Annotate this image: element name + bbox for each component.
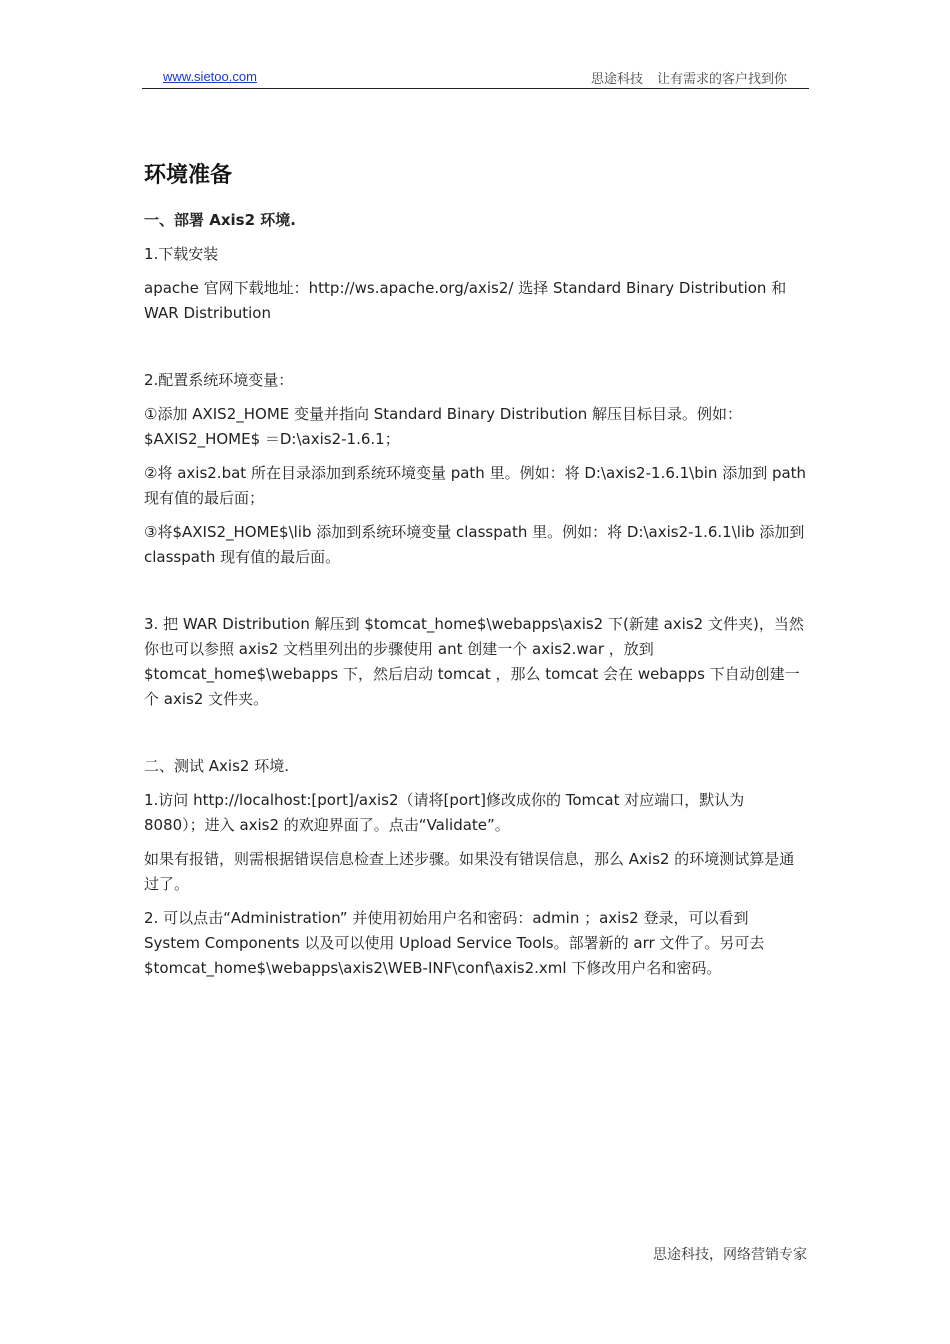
test-step-1: 1.访问 http://localhost:[port]/axis2（请将[port]修改成你的 Tomcat 对应端口，默认为 8080）；进入 axis2 的欢迎界面了。点击“Validate”。 (144, 791, 745, 834)
header-company: 思途科技 (590, 72, 643, 87)
document-body (144, 156, 808, 981)
step-3-text: 3. 把 WAR Distribution 解压到 $tomcat_home$\webapps\axis2 下(新建 axis2 文件夹)，当然你也可以参照 axis2 文档里列出的步骤使用 ant 创建一个 axis2.war ，放到 $tomcat_home$\webapps 下，然后启动 tomcat ，那么 tomcat 会在 webapps 下自动创建一个 axis2 文件夹。 (144, 615, 804, 708)
test-step-2: 2. 可以点击“Administration” 并使用初始用户名和密码：admin ；axis2 登录，可以看到 System Components 以及可以使用 Upload Service Tools。部署新的 arr 文件了。另可去 $tomcat_home$\webapps\axis2\WEB-INF\conf\axis2.xml 下修改用户名和密码。 (144, 909, 765, 977)
page-header (142, 66, 809, 89)
page-footer: 思途科技，网络营销专家 (653, 1247, 807, 1263)
step-1-text: apache 官网下载地址：http://ws.apache.org/axis2/ 选择 Standard Binary Distribution 和 WAR Distribution (144, 279, 787, 322)
header-slogan (591, 68, 787, 87)
step-1-title: 1.下载安装 (144, 245, 219, 263)
step-2-item-1: ①添加 AXIS2_HOME 变量并指向 Standard Binary Distribution 解压目标目录。例如：$AXIS2_HOME$ ＝D:\axis2-1.6.1； (144, 405, 743, 448)
header-tagline: 让有需求的客户找到你 (656, 72, 787, 87)
section-1-title: 一、部署 Axis2 环境. (144, 211, 296, 229)
step-2-item-2: ②将 axis2.bat 所在目录添加到系统环境变量 path 里。例如：将 D:\axis2-1.6.1\bin 添加到 path 现有值的最后面； (144, 464, 807, 507)
page-title: 环境准备 (144, 163, 233, 188)
website-link[interactable]: www.sietoo.com (163, 69, 257, 84)
section-2-title: 二、测试 Axis2 环境. (144, 757, 289, 775)
step-2-title: 2.配置系统环境变量： (144, 371, 294, 389)
step-2-item-3: ③将$AXIS2_HOME$\lib 添加到系统环境变量 classpath 里。例如：将 D:\axis2-1.6.1\lib 添加到 classpath 现有值的最后面。 (144, 523, 805, 566)
test-step-1-note: 如果有报错，则需根据错误信息检查上述步骤。如果没有错误信息，那么 Axis2 的环境测试算是通过了。 (144, 850, 795, 893)
